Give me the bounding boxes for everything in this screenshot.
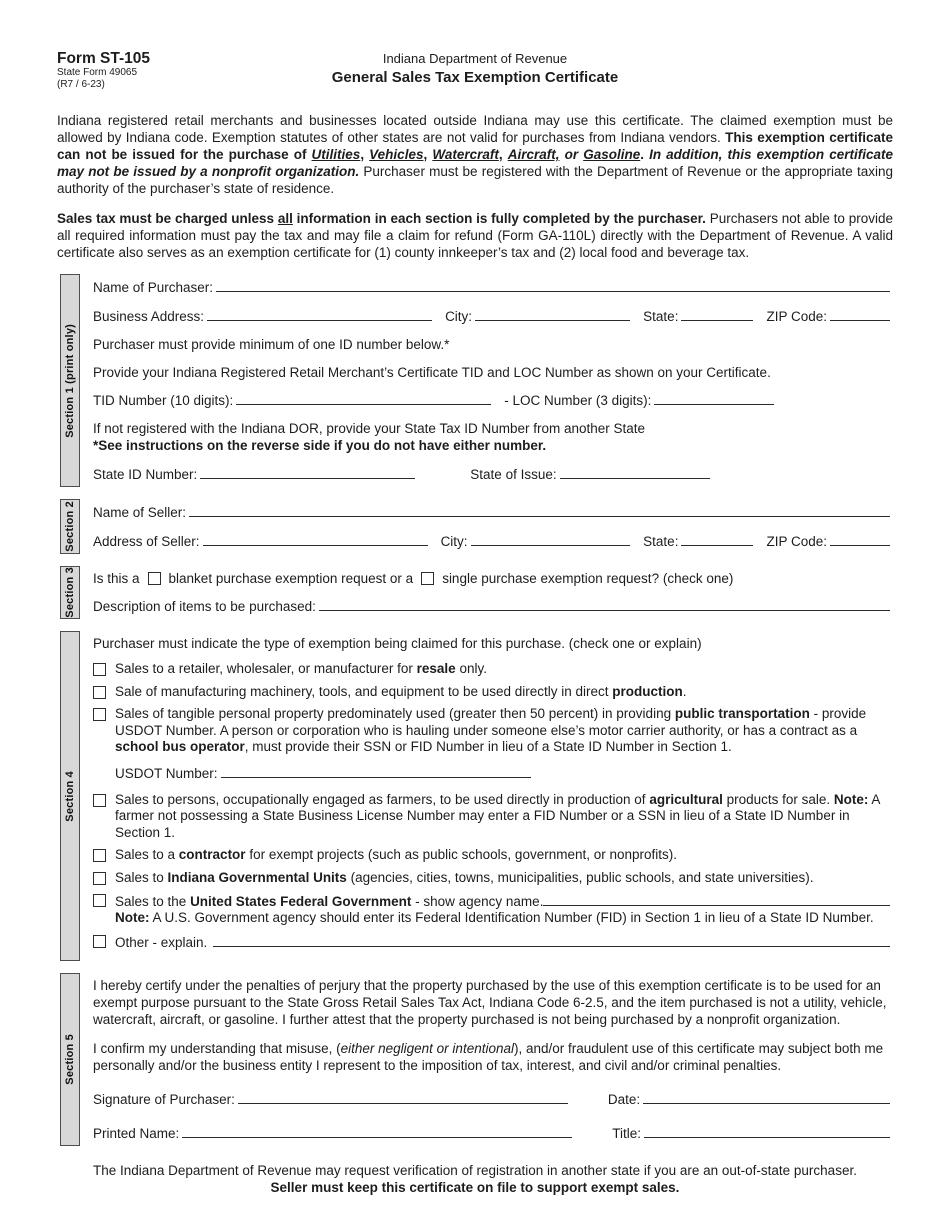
section-3-content: [80, 566, 890, 620]
production-checkbox[interactable]: [93, 686, 106, 699]
section-2-content: [80, 499, 890, 554]
other-state-note-block: [93, 420, 890, 454]
section-5: [60, 973, 890, 1146]
single-purchase-checkbox[interactable]: [421, 572, 434, 585]
seller-zip-input[interactable]: [830, 532, 890, 546]
usdot-number-label: USDOT Number:: [115, 765, 218, 781]
tid-loc-note: Provide your Indiana Registered Retail Merchant’s Certificate TID and LOC Number as shown on your Certificate.: [93, 364, 771, 380]
federal-line-1: [115, 892, 890, 910]
exemption-item-other: [93, 933, 890, 951]
other-explain-input[interactable]: [213, 933, 890, 947]
intro-text: [57, 112, 893, 261]
agricultural-checkbox[interactable]: [93, 794, 106, 807]
contractor-text: Sales to a contractor for exempt projects (such as public schools, government, or nonprofits).: [115, 847, 678, 863]
seller-address-input[interactable]: [203, 532, 428, 546]
agricultural-text: Sales to persons, occupationally engaged as farmers, to be used directly in production of agricultural products for sale. Note: A farmer not possessing a State Business License Number may enter a FID Number or a SSN in lieu of a State ID Number in Section 1.: [115, 791, 880, 840]
other-checkbox[interactable]: [93, 935, 106, 948]
state-input[interactable]: [681, 307, 753, 321]
signature-row: [93, 1090, 890, 1108]
title-input[interactable]: [644, 1124, 890, 1138]
state-of-issue-label: State of Issue:: [470, 467, 557, 483]
see-instructions-note: *See instructions on the reverse side if you do not have either number.: [93, 438, 547, 454]
name-of-purchaser-input[interactable]: [216, 278, 890, 292]
tid-number-input[interactable]: [236, 392, 491, 406]
blanket-purchase-checkbox[interactable]: [148, 572, 161, 585]
usdot-row: [115, 764, 890, 782]
date-input[interactable]: [643, 1090, 890, 1104]
section-2-tab: [60, 499, 80, 554]
footer: [0, 1162, 950, 1196]
section-5-label: Section 5: [63, 1034, 76, 1085]
public-transportation-checkbox[interactable]: [93, 708, 106, 721]
purchaser-name-row: [93, 278, 890, 296]
seller-state-label: State:: [643, 533, 679, 549]
description-input[interactable]: [319, 598, 890, 612]
business-address-row: [93, 307, 890, 325]
exemption-item-governmental: [93, 870, 890, 887]
form-header: [57, 50, 893, 98]
city-input[interactable]: [475, 307, 630, 321]
signature-input[interactable]: [238, 1090, 568, 1104]
other-text-wrap: [115, 933, 890, 951]
section-2: [60, 499, 890, 554]
name-of-purchaser-label: Name of Purchaser:: [93, 279, 214, 295]
printed-name-input[interactable]: [182, 1124, 572, 1138]
loc-number-input[interactable]: [654, 392, 774, 406]
zip-input[interactable]: [830, 307, 890, 321]
federal-line-1-text: Sales to the United States Federal Government - show agency name.: [115, 893, 544, 909]
purchase-type-suffix: single purchase exemption request? (check one): [442, 570, 734, 586]
seller-state-input[interactable]: [681, 532, 753, 546]
printed-name-row: [93, 1124, 890, 1142]
federal-government-checkbox[interactable]: [93, 894, 106, 907]
exemption-type-heading: Purchaser must indicate the type of exemption being claimed for this purchase. (check one or explain): [93, 636, 702, 652]
federal-line-2-text: Note: A U.S. Government agency should enter its Federal Identification Number (FID) in Section 1 in lieu of a State ID Number.: [115, 910, 874, 926]
loc-number-label: - LOC Number (3 digits):: [504, 393, 652, 409]
exemption-item-agricultural: [93, 792, 890, 842]
exemption-item-contractor: [93, 847, 890, 864]
section-4-tab: [60, 631, 80, 961]
other-line: [115, 933, 890, 951]
purchase-type-row: [93, 570, 890, 587]
agency-name: Indiana Department of Revenue: [382, 51, 568, 66]
section-1: [60, 274, 890, 487]
exemption-item-resale: [93, 661, 890, 678]
section-5-content: [80, 973, 890, 1146]
resale-checkbox[interactable]: [93, 663, 106, 676]
name-of-seller-label: Name of Seller:: [93, 504, 187, 520]
seller-address-row: [93, 532, 890, 550]
section-4-label: Section 4: [63, 770, 76, 822]
seller-zip-label: ZIP Code:: [766, 533, 827, 549]
exemption-item-federal: [93, 892, 890, 927]
state-id-label: State ID Number:: [93, 467, 198, 483]
not-registered-note: If not registered with the Indiana DOR, provide your State Tax ID Number from another State: [93, 421, 646, 437]
section-2-label: Section 2: [63, 500, 76, 552]
contractor-checkbox[interactable]: [93, 849, 106, 862]
resale-text: Sales to a retailer, wholesaler, or manufacturer for resale only.: [115, 661, 487, 677]
other-label: Other - explain.: [115, 934, 208, 950]
section-4: [60, 631, 890, 961]
section-1-label: Section 1 (print only): [63, 323, 76, 438]
section-1-tab: [60, 274, 80, 487]
intro-paragraph-1: Indiana registered retail merchants and businesses located outside Indiana may use this certificate. The claimed exemption must be allowed by Indiana code. Exemption statutes of other states are not valid for purchases from Indiana vendors. This exemption certificate can not be issued for the purchase of Utilities, Vehicles, Watercraft, Aircraft, or Gasoline. In addition, this exemption certificate may not be issued by a nonprofit organization. Purchaser must be registered with the Department of Revenue or the appropriate taxing authority of the purchaser’s state of residence.: [57, 113, 893, 196]
federal-government-text: [115, 892, 890, 927]
business-address-input[interactable]: [207, 307, 432, 321]
public-transportation-text: Sales of tangible personal property predominately used (greater then 50 percent) in providing public transportation - provide USDOT Number. A person or corporation who is hauling under someone else’s motor carrier authority, or has a contract as a school bus operator, must provide their SSN or FID Number in lieu of a State ID Number in Section 1.: [115, 706, 867, 755]
city-label: City:: [445, 308, 473, 324]
state-of-issue-input[interactable]: [560, 465, 710, 479]
intro-paragraph-2: Sales tax must be charged unless all information in each section is fully completed by the purchaser. Purchasers not able to provide all required information must pay the tax and may file a claim for refund (Form GA-110L) directly with the Department of Revenue. A valid certificate also serves as an exemption certificate for (1) county innkeeper’s tax and (2) local food and beverage tax.: [57, 211, 894, 260]
seller-city-label: City:: [440, 533, 468, 549]
state-form-number: State Form 49065: [57, 67, 138, 78]
governmental-units-text: Sales to Indiana Governmental Units (agencies, cities, towns, municipalities, public schools, and state universities).: [115, 869, 814, 885]
form-number: Form ST-105: [57, 50, 151, 67]
exemption-item-public-transportation: [93, 706, 890, 756]
description-row: [93, 598, 890, 616]
section-3-label: Section 3: [63, 567, 76, 618]
footer-verification-note: The Indiana Department of Revenue may request verification of registration in another state if you are an out-of-state purchaser.: [93, 1162, 857, 1178]
section-3-tab: [60, 566, 80, 620]
description-label: Description of items to be purchased:: [93, 599, 316, 615]
section-3: [60, 566, 890, 620]
tid-loc-row: [93, 392, 890, 410]
agency-name-input[interactable]: [543, 892, 890, 906]
seller-city-input[interactable]: [471, 532, 631, 546]
state-id-row: [93, 465, 890, 483]
production-text: Sale of manufacturing machinery, tools, and equipment to be used directly in direct production.: [115, 683, 687, 699]
form-id-block: [57, 50, 150, 91]
section-1-content: [80, 274, 890, 487]
page-title: General Sales Tax Exemption Certificate: [331, 69, 619, 86]
purchase-type-prefix: Is this a: [93, 570, 140, 586]
state-label: State:: [643, 308, 679, 324]
revision-number: (R7 / 6-23): [57, 79, 105, 90]
governmental-units-checkbox[interactable]: [93, 872, 106, 885]
section-5-tab: [60, 973, 80, 1146]
signature-label: Signature of Purchaser:: [93, 1091, 235, 1107]
exemption-item-production: [93, 684, 890, 701]
state-id-input[interactable]: [200, 465, 415, 479]
zip-label: ZIP Code:: [766, 308, 827, 324]
purchase-type-middle: blanket purchase exemption request or a: [168, 570, 414, 586]
seller-name-row: [93, 503, 890, 521]
title-label: Title:: [612, 1125, 642, 1141]
title-block: [57, 50, 893, 86]
certification-paragraph: I hereby certify under the penalties of perjury that the property purchased by the use of this exemption certificate is to be used for an exempt purpose pursuant to the State Gross Retail Sales Tax Act, Indiana Code 6-2.5, and the item purchased is not a utility, vehicle, watercraft, aircraft, or gasoline. I further attest that the property purchased is not being purchased by a nonprofit organization.: [93, 978, 887, 1028]
section-4-content: [80, 631, 890, 961]
name-of-seller-input[interactable]: [189, 503, 890, 517]
footer-keep-on-file-note: Seller must keep this certificate on file to support exempt sales.: [270, 1179, 680, 1195]
business-address-label: Business Address:: [93, 308, 205, 324]
tid-number-label: TID Number (10 digits):: [93, 393, 234, 409]
address-of-seller-label: Address of Seller:: [93, 533, 200, 549]
date-label: Date:: [607, 1091, 641, 1107]
id-number-note: Purchaser must provide minimum of one ID number below.*: [93, 336, 450, 352]
usdot-number-input[interactable]: [221, 764, 531, 778]
printed-name-label: Printed Name:: [93, 1125, 180, 1141]
confirmation-paragraph: I confirm my understanding that misuse, (either negligent or intentional), and/or fraudulent use of this certificate may subject both me personally and/or the business entity I represent to the imposition of tax, interest, and civil and/or criminal penalties.: [93, 1041, 884, 1074]
